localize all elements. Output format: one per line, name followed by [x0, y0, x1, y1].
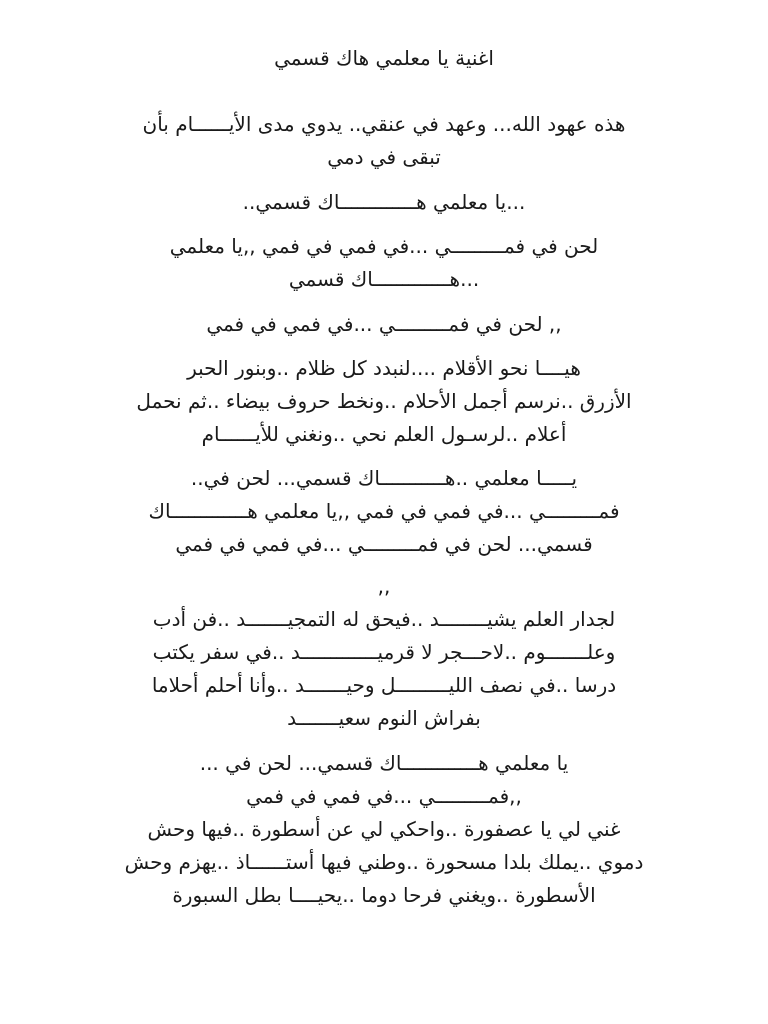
text-line: غني لي يا عصفورة ..واحكي لي عن أسطورة ..فيها وحش: [147, 817, 621, 841]
text-line: لجدار العلم يشيــــــــد ..فيحق له التمجيـــــــد ..فن أدب: [152, 607, 616, 631]
text-line: يـــــا معلمي ..هـــــــــــاك قسمي... لحن في..: [190, 466, 578, 490]
text-line: ...هـــــــــــــاك قسمي: [288, 267, 480, 291]
text-line: أعلام ..لرسـول العلم نحي ..ونغني للأيــــــام: [201, 422, 567, 446]
document-title: اغنية يا معلمي هاك قسمي: [274, 46, 494, 70]
text-line: الأسطورة ..ويغني فرحا دوما ..يحيــــا بطل السبورة: [172, 883, 596, 907]
text-line: يا معلمي هـــــــــــــاك قسمي... لحن في ...: [199, 751, 569, 775]
text-line: بفراش النوم سعيـــــــد: [287, 706, 481, 730]
text-line: تبقى في دمي: [327, 145, 441, 169]
text-line: ,,فمـــــــــي ...في فمي في فمي: [246, 784, 522, 808]
text-line: فمـــــــــي ...في فمي في فمي ,,يا معلمي هـــــــــــــاك: [148, 499, 620, 523]
text-line: وعلـــــــوم ..لاحـــجر لا قرميـــــــــــــد ..في سفر يكتب: [152, 640, 616, 664]
text-line: درسا ..في نصف الليـــــــــل وحيـــــــد ..وأنا أحلم أحلاما: [151, 673, 617, 697]
text-line: ,, لحن في فمـــــــــي ...في فمي في فمي: [206, 312, 562, 336]
text-line: هيــــا نحو الأقلام ....لنبدد كل ظلام ..وبنور الحبر: [187, 356, 581, 380]
text-line: الأزرق ..نرسم أجمل الأحلام ..ونخط حروف بيضاء ..ثم نحمل: [136, 389, 632, 413]
text-line: هذه عهود الله... وعهد في عنقي.. يدوي مدى الأيــــــام بأن: [142, 112, 626, 136]
text-line: لحن في فمـــــــــي ...في فمي في فمي ,,يا معلمي: [169, 234, 599, 258]
text-line: ...يا معلمي هـــــــــــــاك قسمي..: [242, 190, 526, 214]
text-line: قسمي... لحن في فمـــــــــي ...في فمي في فمي: [175, 532, 593, 556]
text-line: دموي ..يملك بلدا مسحورة ..وطني فيها أستــــــاذ ..يهزم وحش: [124, 850, 644, 874]
text-line: ,,: [377, 574, 391, 598]
